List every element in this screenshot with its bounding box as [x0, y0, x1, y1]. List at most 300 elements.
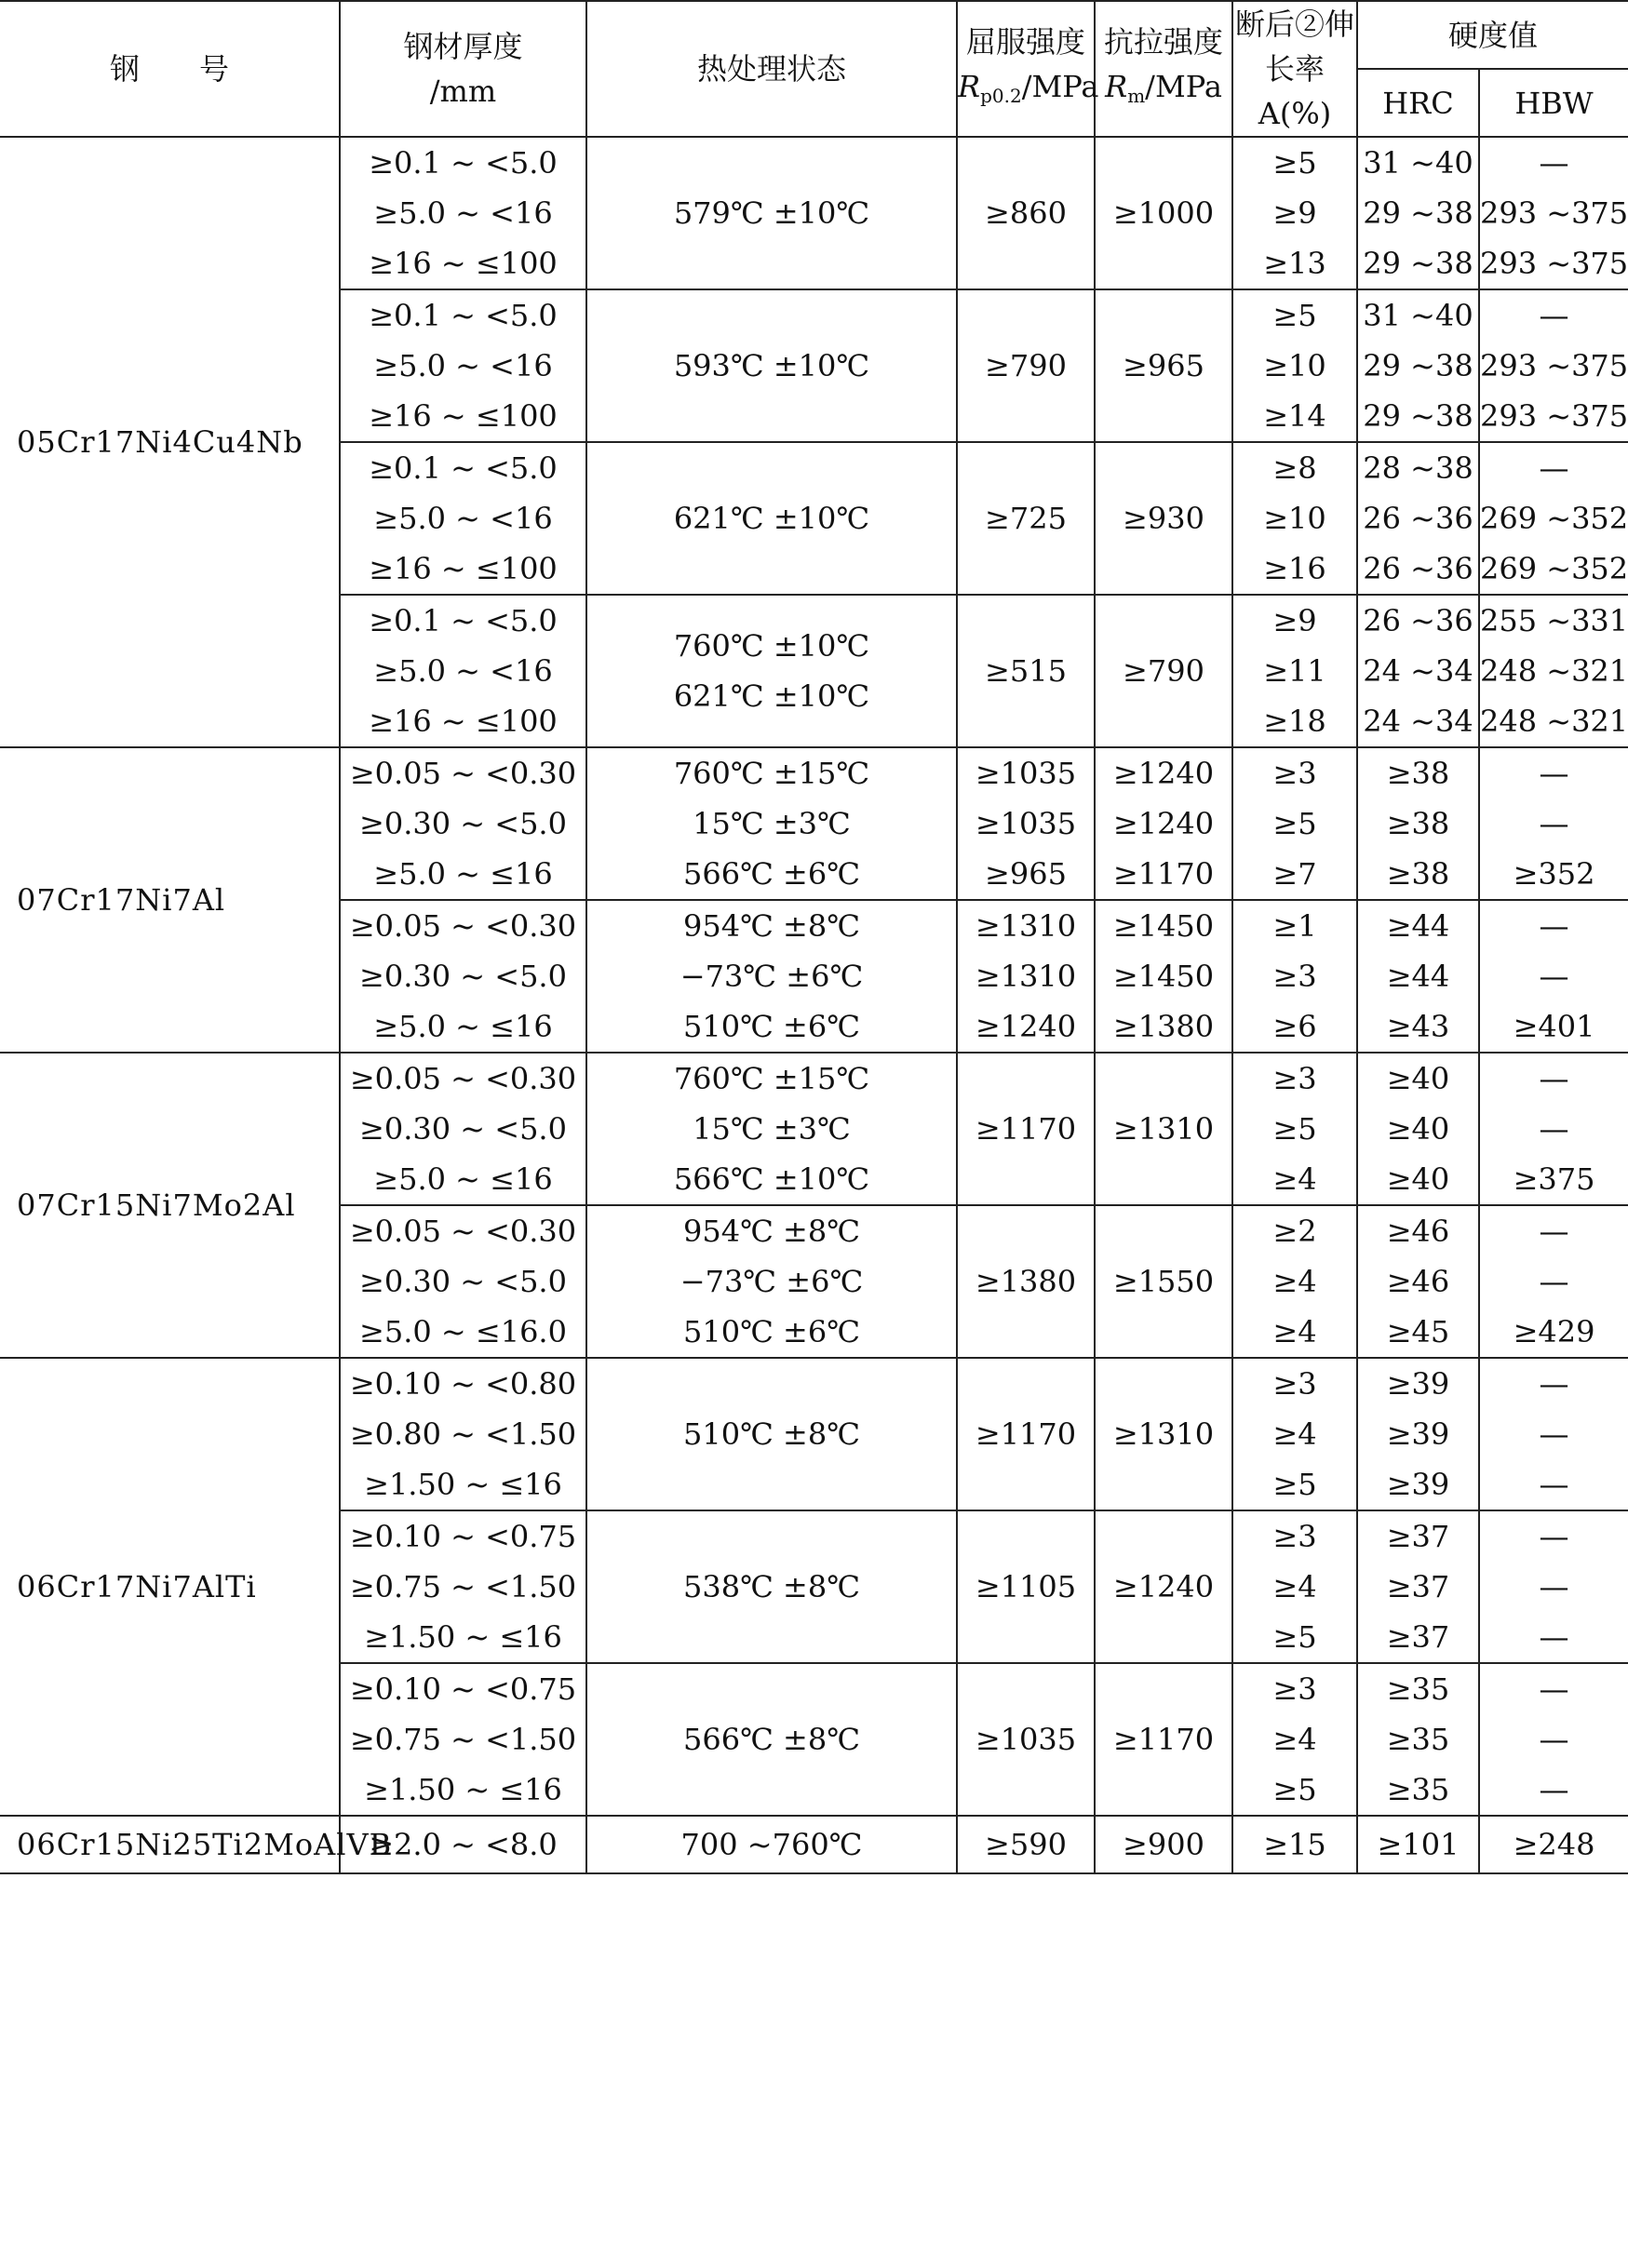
heat-treatment-cell	[586, 289, 957, 442]
cell-line: ≥0.1 ~ <5.0	[369, 298, 558, 333]
cell-line: 24 ~34	[1363, 653, 1473, 689]
tensile-strength-cell	[1095, 595, 1232, 747]
header-thickness-line2: /mm	[429, 74, 497, 109]
cell-line: ≥0.75 ~ <1.50	[349, 1722, 577, 1757]
cell-line: ≥1035	[975, 756, 1077, 791]
yield-strength-cell	[957, 595, 1095, 747]
cell-line: —	[1539, 1214, 1569, 1249]
cell-line: −73℃ ±6℃	[679, 959, 864, 994]
yield-strength-cell	[957, 442, 1095, 595]
cell-line: ≥0.05 ~ <0.30	[349, 756, 577, 791]
hrc-cell	[1357, 747, 1479, 900]
thickness-cell	[340, 289, 586, 442]
cell-line: 566℃ ±10℃	[673, 1161, 870, 1197]
yield-strength-cell	[957, 1053, 1095, 1205]
elongation-cell	[1232, 137, 1357, 289]
cell-line: ≥0.80 ~ <1.50	[349, 1416, 577, 1452]
thickness-cell	[340, 137, 586, 289]
cell-line: ≥44	[1386, 959, 1450, 994]
hrc-cell	[1357, 900, 1479, 1053]
cell-line: ≥101	[1377, 1827, 1460, 1862]
cell-line: ≥46	[1386, 1264, 1450, 1299]
tensile-strength-cell	[1095, 1205, 1232, 1358]
cell-line: ≥401	[1513, 1009, 1595, 1044]
cell-line: ≥0.30 ~ <5.0	[359, 1264, 567, 1299]
cell-line: ≥8	[1272, 450, 1317, 486]
cell-line: —	[1539, 1264, 1569, 1299]
yield-strength-cell	[957, 747, 1095, 900]
thickness-cell	[340, 1205, 586, 1358]
cell-line: ≥43	[1386, 1009, 1450, 1044]
cell-line: 29 ~38	[1363, 195, 1473, 231]
table-row	[0, 1053, 1628, 1205]
cell-line: ≥1310	[975, 959, 1077, 994]
elongation-cell	[1232, 1205, 1357, 1358]
header-elongation	[1232, 1, 1357, 137]
cell-line: −73℃ ±6℃	[679, 1264, 864, 1299]
cell-line: ≥40	[1386, 1061, 1450, 1096]
cell-line: ≥0.1 ~ <5.0	[369, 450, 558, 486]
hbw-cell	[1479, 289, 1628, 442]
cell-line: 293 ~375	[1480, 195, 1628, 231]
cell-line: ≥429	[1513, 1314, 1595, 1349]
cell-line: ≥37	[1386, 1619, 1450, 1655]
steel-grade-cell: 06Cr15Ni25Ti2MoAlVB	[0, 1816, 340, 1873]
cell-line: 248 ~321	[1480, 653, 1628, 689]
cell-line: ≥38	[1386, 806, 1450, 841]
cell-line: ≥5.0 ~ <16	[373, 195, 553, 231]
hbw-cell	[1479, 1053, 1628, 1205]
yield-strength-cell	[957, 900, 1095, 1053]
header-tensile-line1: 抗拉强度	[1103, 24, 1223, 60]
cell-line: 621℃ ±10℃	[673, 678, 870, 714]
cell-line: ≥790	[1123, 653, 1204, 689]
yield-strength-cell	[957, 1510, 1095, 1663]
hrc-cell	[1357, 137, 1479, 289]
cell-line: 579℃ ±10℃	[673, 195, 870, 231]
cell-line: —	[1539, 1061, 1569, 1096]
cell-line: ≥1	[1272, 908, 1317, 944]
thickness-cell	[340, 1663, 586, 1816]
hbw-cell	[1479, 1663, 1628, 1816]
cell-line: 269 ~352	[1480, 551, 1628, 586]
cell-line: —	[1539, 1111, 1569, 1147]
cell-line: ≥1550	[1112, 1264, 1215, 1299]
cell-line: ≥11	[1263, 653, 1326, 689]
hbw-cell	[1479, 1358, 1628, 1510]
cell-line: ≥1450	[1112, 908, 1215, 944]
cell-line: ≥5	[1272, 1467, 1317, 1502]
cell-line: ≥5.0 ~ <16	[373, 348, 553, 383]
cell-line: —	[1539, 450, 1569, 486]
cell-line: ≥1310	[1112, 1111, 1215, 1147]
cell-line: 29 ~38	[1363, 246, 1473, 281]
hbw-cell	[1479, 900, 1628, 1053]
cell-line: 510℃ ±6℃	[682, 1009, 860, 1044]
cell-line: ≥10	[1263, 501, 1326, 536]
steel-grade-cell: 07Cr15Ni7Mo2Al	[0, 1053, 340, 1358]
header-elongation-line1: 断后②伸	[1234, 7, 1354, 42]
cell-line: ≥13	[1263, 246, 1326, 281]
cell-line: ≥16 ~ ≤100	[369, 398, 558, 434]
tensile-strength-cell	[1095, 442, 1232, 595]
cell-line: 293 ~375	[1480, 348, 1628, 383]
cell-line: ≥40	[1386, 1111, 1450, 1147]
cell-line: ≥3	[1272, 756, 1317, 791]
cell-line: ≥2	[1272, 1214, 1317, 1249]
cell-line: ≥1240	[1112, 1569, 1215, 1604]
heat-treatment-cell	[586, 595, 957, 747]
elongation-cell	[1232, 747, 1357, 900]
cell-line: ≥0.10 ~ <0.75	[349, 1671, 577, 1707]
cell-line: 760℃ ±10℃	[673, 628, 870, 664]
cell-line: ≥248	[1513, 1827, 1595, 1862]
table-body	[0, 137, 1628, 1873]
header-yield	[957, 1, 1099, 137]
header-tensile	[1095, 1, 1232, 137]
cell-line: ≥5.0 ~ <16	[373, 653, 553, 689]
header-thickness	[340, 1, 586, 137]
cell-line: ≥900	[1123, 1827, 1204, 1862]
cell-line: ≥1310	[975, 908, 1077, 944]
cell-line: ≥3	[1272, 1671, 1317, 1707]
cell-line: ≥0.30 ~ <5.0	[359, 806, 567, 841]
cell-line: ≥375	[1513, 1161, 1595, 1197]
tensile-unit: /MPa	[1145, 69, 1222, 104]
cell-line: —	[1539, 1722, 1569, 1757]
cell-line: ≥4	[1272, 1569, 1317, 1604]
cell-line: ≥3	[1272, 1061, 1317, 1096]
table-row	[0, 1816, 1628, 1873]
thickness-cell	[340, 1510, 586, 1663]
cell-line: ≥0.30 ~ <5.0	[359, 1111, 567, 1147]
header-yield-line2	[958, 64, 1099, 118]
hrc-cell	[1357, 1205, 1479, 1358]
header-tensile-line2	[1096, 64, 1231, 118]
cell-line: ≥16 ~ ≤100	[369, 704, 558, 739]
cell-line: ≥5	[1272, 1619, 1317, 1655]
elongation-cell	[1232, 289, 1357, 442]
cell-line: 700 ~760℃	[680, 1827, 863, 1862]
cell-line: ≥4	[1272, 1416, 1317, 1452]
cell-line: ≥5	[1272, 1772, 1317, 1807]
steel-grade-cell: 05Cr17Ni4Cu4Nb	[0, 137, 340, 747]
tensile-strength-cell	[1095, 900, 1232, 1053]
cell-line: —	[1539, 298, 1569, 333]
heat-treatment-cell	[586, 137, 957, 289]
heat-treatment-cell	[586, 1053, 957, 1205]
cell-line: ≥725	[985, 501, 1067, 536]
cell-line: 954℃ ±8℃	[682, 1214, 860, 1249]
tensile-strength-cell	[1095, 1358, 1232, 1510]
cell-line: 31 ~40	[1363, 298, 1473, 333]
cell-line: ≥965	[1123, 348, 1204, 383]
cell-line: 29 ~38	[1363, 348, 1473, 383]
cell-line: —	[1539, 959, 1569, 994]
cell-line: 28 ~38	[1363, 450, 1473, 486]
cell-line: 293 ~375	[1480, 398, 1628, 434]
tensile-strength-cell	[1095, 1510, 1232, 1663]
cell-line: ≥38	[1386, 856, 1450, 892]
cell-line: ≥1240	[1112, 806, 1215, 841]
cell-line: 269 ~352	[1480, 501, 1628, 536]
hbw-cell	[1479, 1816, 1628, 1873]
cell-line: 510℃ ±8℃	[682, 1416, 860, 1452]
cell-line: ≥860	[985, 195, 1067, 231]
header-heat-treatment: 热处理状态	[586, 1, 957, 137]
elongation-cell	[1232, 1358, 1357, 1510]
yield-strength-cell	[957, 289, 1095, 442]
header-yield-line1: 屈服强度	[965, 24, 1085, 60]
heat-treatment-cell	[586, 442, 957, 595]
hbw-cell	[1479, 442, 1628, 595]
thickness-cell	[340, 442, 586, 595]
cell-line: ≥0.1 ~ <5.0	[369, 603, 558, 638]
table-row	[0, 747, 1628, 900]
cell-line: ≥35	[1386, 1671, 1450, 1707]
cell-line: —	[1539, 1519, 1569, 1554]
cell-line: ≥0.05 ~ <0.30	[349, 908, 577, 944]
cell-line: ≥1380	[1112, 1009, 1215, 1044]
heat-treatment-cell	[586, 1358, 957, 1510]
elongation-cell	[1232, 900, 1357, 1053]
cell-line: ≥5	[1272, 298, 1317, 333]
cell-line: ≥14	[1263, 398, 1326, 434]
cell-line: ≥3	[1272, 1519, 1317, 1554]
elongation-cell	[1232, 1510, 1357, 1663]
hbw-cell	[1479, 747, 1628, 900]
cell-line: —	[1539, 806, 1569, 841]
cell-line: 566℃ ±8℃	[682, 1722, 860, 1757]
elongation-cell	[1232, 1053, 1357, 1205]
cell-line: ≥1170	[975, 1416, 1077, 1452]
cell-line: ≥40	[1386, 1161, 1450, 1197]
cell-line: 510℃ ±6℃	[682, 1314, 860, 1349]
cell-line: —	[1539, 1416, 1569, 1452]
cell-line: ≥4	[1272, 1161, 1317, 1197]
yield-symbol: R	[958, 69, 981, 104]
cell-line: 26 ~36	[1363, 551, 1473, 586]
cell-line: ≥0.1 ~ <5.0	[369, 145, 558, 181]
cell-line: ≥0.05 ~ <0.30	[349, 1214, 577, 1249]
cell-line: ≥1.50 ~ ≤16	[364, 1467, 562, 1502]
header-hardness: 硬度值	[1357, 1, 1628, 69]
hbw-cell	[1479, 595, 1628, 747]
tensile-strength-cell	[1095, 137, 1232, 289]
hbw-cell	[1479, 1510, 1628, 1663]
hrc-cell	[1357, 1663, 1479, 1816]
cell-line: ≥1310	[1112, 1416, 1215, 1452]
cell-line: ≥45	[1386, 1314, 1450, 1349]
thickness-cell	[340, 1358, 586, 1510]
steel-grade-cell: 07Cr17Ni7Al	[0, 747, 340, 1053]
header-elongation-line3: A(%)	[1258, 96, 1332, 131]
cell-line: ≥1.50 ~ ≤16	[364, 1619, 562, 1655]
cell-line: —	[1539, 1569, 1569, 1604]
yield-unit: /MPa	[1021, 69, 1099, 104]
thickness-cell	[340, 1053, 586, 1205]
cell-line: ≥4	[1272, 1314, 1317, 1349]
heat-treatment-cell	[586, 1510, 957, 1663]
cell-line: ≥35	[1386, 1772, 1450, 1807]
cell-line: 24 ~34	[1363, 704, 1473, 739]
steel-grade-cell: 06Cr17Ni7AlTi	[0, 1358, 340, 1816]
cell-line: ≥6	[1272, 1009, 1317, 1044]
elongation-cell	[1232, 442, 1357, 595]
cell-line: ≥790	[985, 348, 1067, 383]
heat-treatment-cell	[586, 1816, 957, 1873]
cell-line: —	[1539, 1467, 1569, 1502]
heat-treatment-cell	[586, 747, 957, 900]
cell-line: 954℃ ±8℃	[682, 908, 860, 944]
cell-line: ≥0.10 ~ <0.80	[349, 1366, 577, 1402]
cell-line: ≥5.0 ~ <16	[373, 501, 553, 536]
cell-line: ≥18	[1263, 704, 1326, 739]
cell-line: 760℃ ±15℃	[673, 756, 870, 791]
yield-strength-cell	[957, 1205, 1095, 1358]
hrc-cell	[1357, 1816, 1479, 1873]
cell-line: ≥0.10 ~ <0.75	[349, 1519, 577, 1554]
cell-line: 593℃ ±10℃	[673, 348, 870, 383]
hrc-cell	[1357, 442, 1479, 595]
cell-line: ≥44	[1386, 908, 1450, 944]
cell-line: ≥5	[1272, 806, 1317, 841]
cell-line: 293 ~375	[1480, 246, 1628, 281]
cell-line: —	[1539, 1366, 1569, 1402]
thickness-cell	[340, 900, 586, 1053]
header-thickness-line1: 钢材厚度	[403, 29, 523, 64]
cell-line: ≥35	[1386, 1722, 1450, 1757]
hrc-cell	[1357, 1510, 1479, 1663]
cell-line: ≥515	[985, 653, 1067, 689]
cell-line: ≥1.50 ~ ≤16	[364, 1772, 562, 1807]
tensile-strength-cell	[1095, 1663, 1232, 1816]
header-elongation-line2: 长率	[1264, 51, 1325, 87]
yield-strength-cell	[957, 1663, 1095, 1816]
hrc-cell	[1357, 1358, 1479, 1510]
cell-line: ≥352	[1513, 856, 1595, 892]
cell-line: ≥1380	[975, 1264, 1077, 1299]
cell-line: —	[1539, 145, 1569, 181]
cell-line: ≥16 ~ ≤100	[369, 551, 558, 586]
cell-line: ≥1000	[1112, 195, 1215, 231]
cell-line: —	[1539, 1772, 1569, 1807]
cell-line: ≥5.0 ~ ≤16	[373, 856, 553, 892]
elongation-cell	[1232, 1816, 1357, 1873]
hrc-cell	[1357, 289, 1479, 442]
cell-line: ≥2.0 ~ <8.0	[369, 1827, 558, 1862]
cell-line: ≥16	[1263, 551, 1326, 586]
cell-line: ≥930	[1123, 501, 1204, 536]
hbw-cell	[1479, 1205, 1628, 1358]
cell-line: ≥15	[1263, 1827, 1326, 1862]
hrc-cell	[1357, 1053, 1479, 1205]
cell-line: ≥0.05 ~ <0.30	[349, 1061, 577, 1096]
cell-line: ≥9	[1272, 195, 1317, 231]
cell-line: ≥1450	[1112, 959, 1215, 994]
cell-line: —	[1539, 756, 1569, 791]
cell-line: 15℃ ±3℃	[693, 806, 851, 841]
cell-line: ≥3	[1272, 959, 1317, 994]
tensile-strength-cell	[1095, 1816, 1232, 1873]
cell-line: ≥38	[1386, 756, 1450, 791]
heat-treatment-cell	[586, 1205, 957, 1358]
cell-line: ≥1105	[975, 1569, 1077, 1604]
thickness-cell	[340, 1816, 586, 1873]
cell-line: ≥46	[1386, 1214, 1450, 1249]
cell-line: 255 ~331	[1480, 603, 1628, 638]
cell-line: ≥5	[1272, 145, 1317, 181]
table-row	[0, 137, 1628, 289]
thickness-cell	[340, 595, 586, 747]
cell-line: ≥16 ~ ≤100	[369, 246, 558, 281]
cell-line: ≥1170	[975, 1111, 1077, 1147]
cell-line: —	[1539, 1619, 1569, 1655]
cell-line: 26 ~36	[1363, 603, 1473, 638]
tensile-strength-cell	[1095, 747, 1232, 900]
cell-line: 621℃ ±10℃	[673, 501, 870, 536]
cell-line: ≥1170	[1112, 1722, 1215, 1757]
cell-line: ≥39	[1386, 1416, 1450, 1452]
elongation-cell	[1232, 1663, 1357, 1816]
cell-line: ≥5	[1272, 1111, 1317, 1147]
hrc-cell	[1357, 595, 1479, 747]
yield-strength-cell	[957, 1816, 1095, 1873]
heat-treatment-cell	[586, 1663, 957, 1816]
tensile-symbol: R	[1105, 69, 1128, 104]
cell-line: 538℃ ±8℃	[682, 1569, 860, 1604]
header-row-1	[0, 1, 1628, 69]
cell-line: 248 ~321	[1480, 704, 1628, 739]
cell-line: —	[1539, 1671, 1569, 1707]
cell-line: ≥5.0 ~ ≤16.0	[359, 1314, 567, 1349]
cell-line: 29 ~38	[1363, 398, 1473, 434]
thickness-cell	[340, 747, 586, 900]
cell-line: ≥1170	[1112, 856, 1215, 892]
cell-line: ≥7	[1272, 856, 1317, 892]
cell-line: ≥1035	[975, 1722, 1077, 1757]
cell-line: ≥590	[985, 1827, 1067, 1862]
cell-line: ≥10	[1263, 348, 1326, 383]
cell-line: ≥1240	[1112, 756, 1215, 791]
cell-line: ≥3	[1272, 1366, 1317, 1402]
cell-line: ≥5.0 ~ ≤16	[373, 1161, 553, 1197]
cell-line: ≥0.30 ~ <5.0	[359, 959, 567, 994]
cell-line: —	[1539, 908, 1569, 944]
cell-line: ≥37	[1386, 1519, 1450, 1554]
cell-line: 760℃ ±15℃	[673, 1061, 870, 1096]
cell-line: ≥0.75 ~ <1.50	[349, 1569, 577, 1604]
cell-line: ≥1035	[975, 806, 1077, 841]
cell-line: ≥4	[1272, 1722, 1317, 1757]
cell-line: ≥37	[1386, 1569, 1450, 1604]
cell-line: ≥965	[985, 856, 1067, 892]
yield-strength-cell	[957, 1358, 1095, 1510]
yield-strength-cell	[957, 137, 1095, 289]
cell-line: 566℃ ±6℃	[682, 856, 860, 892]
cell-line: ≥1240	[975, 1009, 1077, 1044]
cell-line: 26 ~36	[1363, 501, 1473, 536]
cell-line: ≥5.0 ~ ≤16	[373, 1009, 553, 1044]
elongation-cell	[1232, 595, 1357, 747]
tensile-subscript: m	[1127, 85, 1146, 107]
table-row	[0, 1358, 1628, 1510]
tensile-strength-cell	[1095, 289, 1232, 442]
cell-line: 31 ~40	[1363, 145, 1473, 181]
header-hrc: HRC	[1357, 69, 1479, 137]
hbw-cell	[1479, 137, 1628, 289]
cell-line: 15℃ ±3℃	[693, 1111, 851, 1147]
